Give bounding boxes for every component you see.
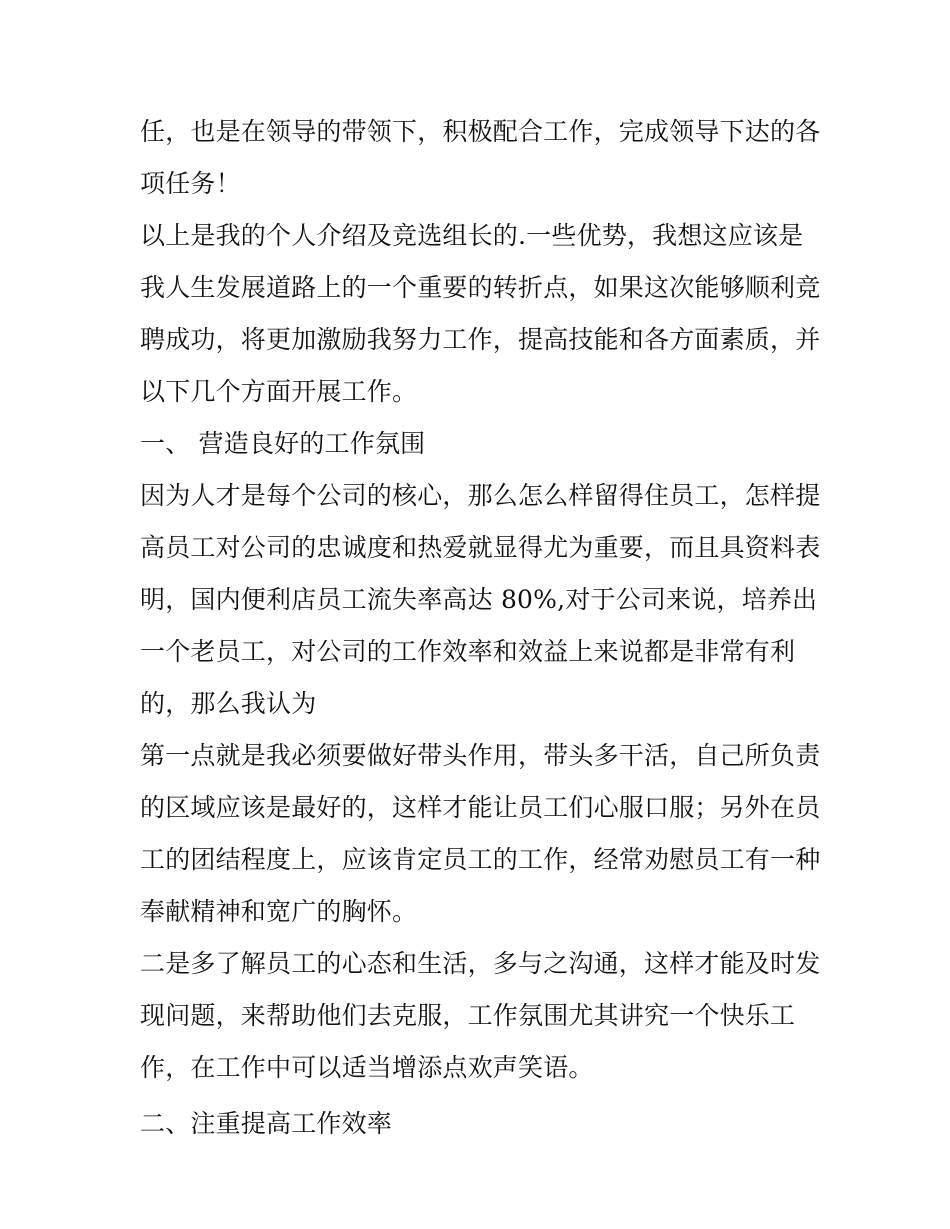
paragraph-line: 任，也是在领导的带领下，积极配合工作，完成领导下达的各 [140,117,821,146]
paragraph-line: 的，那么我认为 [140,689,317,718]
paragraph-line: 工的团结程度上，应该肯定员工的工作，经常劝慰员工有一种 [140,845,821,874]
paragraph-line: 项任务！ [140,169,241,198]
paragraph-line: 高员工对公司的忠诚度和热爱就显得尤为重要，而且具资料表 [140,533,821,562]
paragraph-line: 现问题，来帮助他们去克服，工作氛围尤其讲究一个快乐工 [140,1001,796,1030]
paragraph-line: 以下几个方面开展工作。 [140,377,418,406]
section-heading: 二、注重提高工作效率 [140,1109,393,1138]
paragraph-line: 以上是我的个人介绍及竞选组长的.一些优势，我想这应该是 [140,221,804,250]
section-heading: 一、 营造良好的工作氛围 [140,429,426,458]
paragraph-line: 聘成功，将更加激励我努力工作，提高技能和各方面素质，并 [140,325,821,354]
paragraph-line: 二是多了解员工的心态和生活，多与之沟通，这样才能及时发 [140,949,821,978]
paragraph-line: 第一点就是我必须要做好带头作用，带头多干活，自己所负责 [140,741,821,770]
document-body [140,106,820,1150]
paragraph-line: 作，在工作中可以适当增添点欢声笑语。 [140,1053,594,1082]
paragraph-line: 奉献精神和宽广的胸怀。 [140,897,418,926]
paragraph-line: 明，国内便利店员工流失率高达 80%,对于公司来说，培养出 [140,585,818,614]
paragraph-line: 的区域应该是最好的，这样才能让员工们心服口服；另外在员 [140,793,821,822]
paragraph-line: 一个老员工，对公司的工作效率和效益上来说都是非常有利 [140,637,796,666]
paragraph-line: 我人生发展道路上的一个重要的转折点，如果这次能够顺利竞 [140,273,821,302]
paragraph-line: 因为人才是每个公司的核心，那么怎么样留得住员工，怎样提 [140,481,821,510]
